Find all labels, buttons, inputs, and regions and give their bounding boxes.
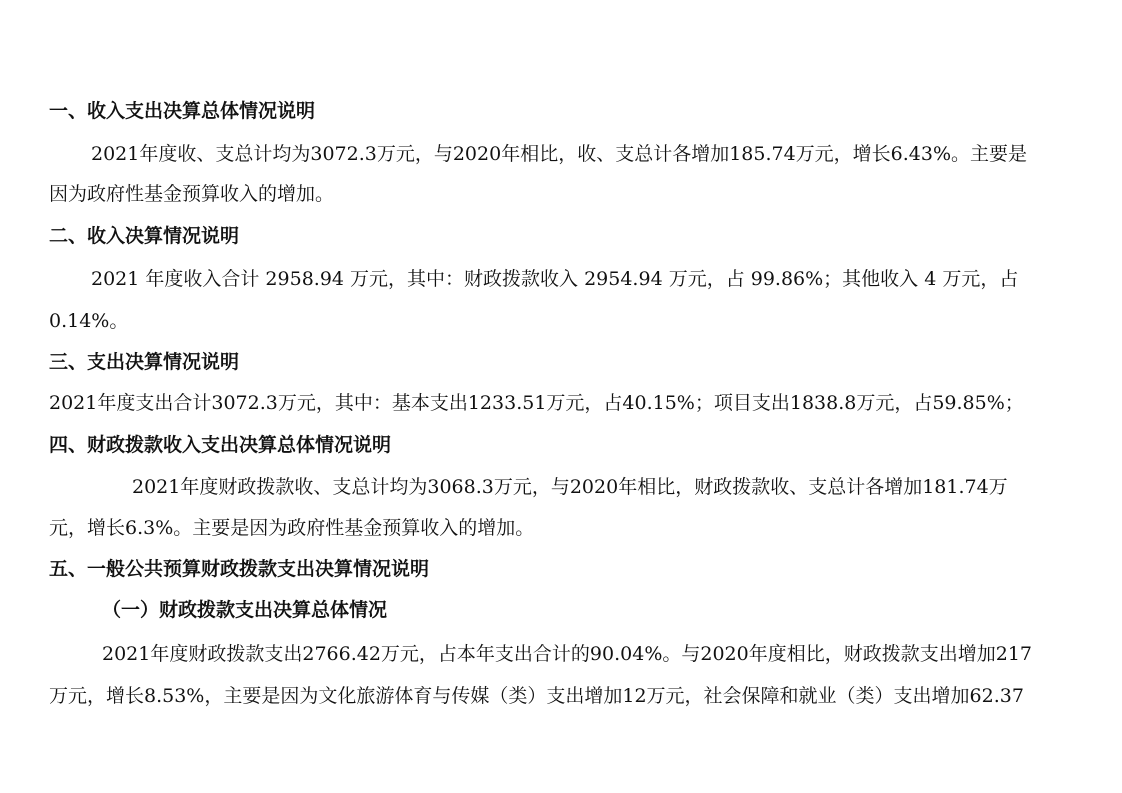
section-5-paragraph-line-2: 万元，增长8.53%，主要是因为文化旅游体育与传媒（类）支出增加12万元，社会保障和就业（类）支出增加62.37 (49, 685, 1024, 707)
section-5-subheading: （一）财政拨款支出决算总体情况 (102, 599, 388, 621)
section-2-paragraph-line-1: 2021 年度收入合计 2958.94 万元，其中：财政拨款收入 2954.94 万元，占 99.86%；其他收入 4 万元，占 (91, 268, 1019, 290)
section-5-paragraph-line-1: 2021年度财政拨款支出2766.42万元，占本年支出合计的90.04%。与2020年度相比，财政拨款支出增加217 (102, 643, 1032, 665)
section-3-paragraph-line-1: 2021年度支出合计3072.3万元，其中：基本支出1233.51万元，占40.15%；项目支出1838.8万元，占59.85%； (49, 392, 1024, 414)
section-2-paragraph-line-2: 0.14%。 (49, 310, 129, 332)
section-heading-2: 二、收入决算情况说明 (49, 225, 240, 247)
section-heading-4: 四、财政拨款收入支出决算总体情况说明 (49, 434, 392, 456)
section-4-paragraph-line-2: 元，增长6.3%。主要是因为政府性基金预算收入的增加。 (49, 517, 535, 539)
section-heading-3: 三、支出决算情况说明 (49, 351, 240, 373)
section-4-paragraph-line-1: 2021年度财政拨款收、支总计均为3068.3万元，与2020年相比，财政拨款收、支总计各增加181.74万 (132, 476, 1008, 498)
section-heading-1: 一、收入支出决算总体情况说明 (49, 100, 316, 122)
section-heading-5: 五、一般公共预算财政拨款支出决算情况说明 (49, 558, 430, 580)
section-1-paragraph-line-1: 2021年度收、支总计均为3072.3万元，与2020年相比，收、支总计各增加185.74万元，增长6.43%。主要是 (91, 143, 1028, 165)
section-1-paragraph-line-2: 因为政府性基金预算收入的增加。 (49, 183, 335, 205)
